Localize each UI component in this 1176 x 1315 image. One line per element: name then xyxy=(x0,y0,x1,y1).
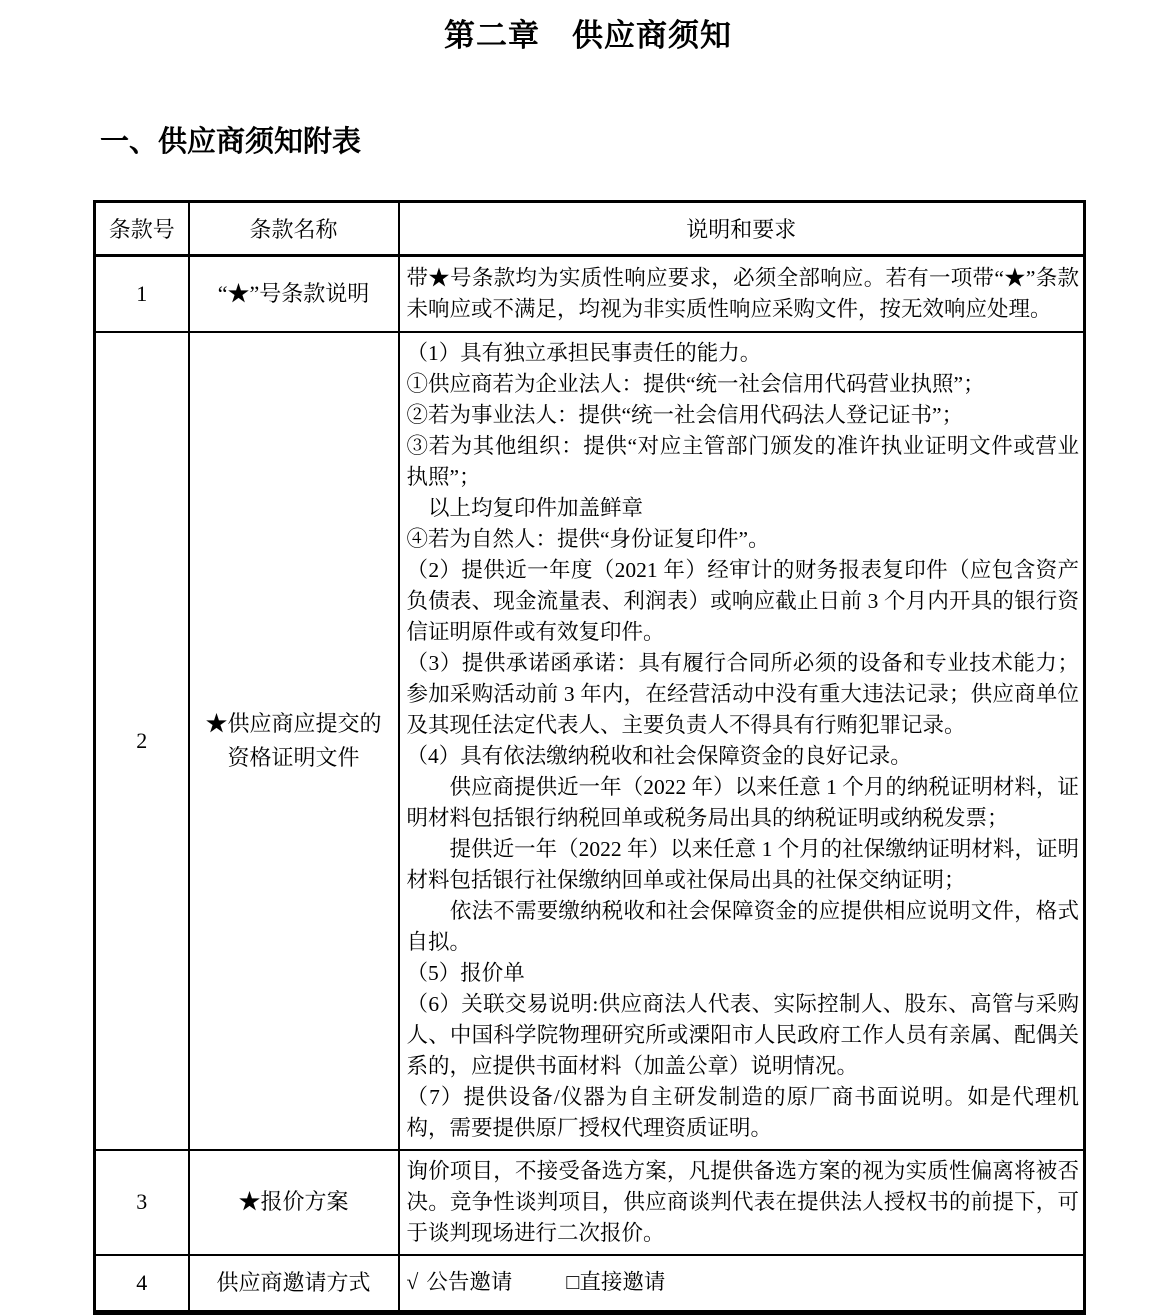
desc-paragraph: 询价项目，不接受备选方案，凡提供备选方案的视为实质性偏离将被否决。竞争性谈判项目，供应商谈判代表在提供法人授权书的前提下，可于谈判现场进行二次报价。 xyxy=(406,1158,1079,1245)
desc-paragraph: （1）具有独立承担民事责任的能力。 xyxy=(406,340,762,365)
table-row xyxy=(95,332,1085,1150)
table-row xyxy=(95,1255,1085,1313)
clause-number-cell: 1 xyxy=(95,256,189,332)
option-direct-invitation xyxy=(566,1267,665,1298)
invitation-method-cell xyxy=(399,1255,1085,1313)
desc-paragraph: （5）报价单 xyxy=(406,960,525,985)
desc-paragraph: （7）提供设备/仪器为自主研发制造的原厂商书面说明。如是代理机构，需要提供原厂授权代理资质证明。 xyxy=(406,1084,1079,1140)
invitation-options xyxy=(407,1267,1080,1298)
column-header-description: 说明和要求 xyxy=(399,202,1085,256)
table-header-row xyxy=(95,202,1085,256)
desc-paragraph: ①供应商若为企业法人：提供“统一社会信用代码营业执照”； xyxy=(406,371,985,396)
option-label: 公告邀请 xyxy=(426,1270,513,1295)
checkmark-icon: √ xyxy=(406,1270,419,1295)
option-public-announcement xyxy=(407,1267,513,1298)
desc-paragraph: （2）提供近一年度（2021 年）经审计的财务报表复印件（应包含资产负债表、现金流量表、利润表）或响应截止日前 3 个月内开具的银行资信证明原件或有效复印件。 xyxy=(406,557,1079,644)
column-header-clause-name: 条款名称 xyxy=(189,202,399,256)
desc-paragraph: （3）提供承诺函承诺：具有履行合同所必须的设备和专业技术能力；参加采购活动前 3 年内，在经营活动中没有重大违法记录；供应商单位及其现任法定代表人、主要负责人不得具有行贿犯罪记录。 xyxy=(406,650,1079,737)
table-row xyxy=(95,1150,1085,1255)
clause-desc-cell xyxy=(399,1150,1085,1255)
option-label: 直接邀请 xyxy=(579,1270,666,1295)
clause-name-cell: ★供应商应提交的资格证明文件 xyxy=(189,332,399,1150)
desc-paragraph: ③若为其他组织：提供“对应主管部门颁发的准许执业证明文件或营业执照”； xyxy=(406,433,1079,489)
clause-number-cell: 2 xyxy=(95,332,189,1150)
empty-checkbox-icon: □ xyxy=(566,1270,580,1295)
desc-paragraph: 提供近一年（2022 年）以来任意 1 个月的社保缴纳证明材料，证明材料包括银行社保缴纳回单或社保局出具的社保交纳证明； xyxy=(406,836,1079,892)
clause-number-cell: 3 xyxy=(95,1150,189,1255)
desc-paragraph: （4）具有依法缴纳税收和社会保障资金的良好记录。 xyxy=(406,743,912,768)
clause-desc-cell xyxy=(399,256,1085,332)
column-header-clause-no: 条款号 xyxy=(95,202,189,256)
desc-paragraph: 依法不需要缴纳税收和社会保障资金的应提供相应说明文件，格式自拟。 xyxy=(406,898,1079,954)
supplier-notice-table xyxy=(93,200,1086,1315)
desc-paragraph: 供应商提供近一年（2022 年）以来任意 1 个月的纳税证明材料，证明材料包括银行纳税回单或税务局出具的纳税证明或纳税发票； xyxy=(406,774,1079,830)
section-heading: 一、供应商须知附表 xyxy=(100,126,362,158)
clause-name-cell: ★报价方案 xyxy=(189,1150,399,1255)
desc-paragraph: ④若为自然人：提供“身份证复印件”。 xyxy=(406,526,770,551)
table-row xyxy=(95,256,1085,332)
clause-name-cell: 供应商邀请方式 xyxy=(189,1255,399,1313)
desc-paragraph: （6）关联交易说明:供应商法人代表、实际控制人、股东、高管与采购人、中国科学院物理研究所或溧阳市人民政府工作人员有亲属、配偶关系的，应提供书面材料（加盖公章）说明情况。 xyxy=(406,991,1079,1078)
clause-name-cell: “★”号条款说明 xyxy=(189,256,399,332)
clause-desc-cell xyxy=(399,332,1085,1150)
chapter-title: 第二章 供应商须知 xyxy=(444,18,732,53)
clause-number-cell: 4 xyxy=(95,1255,189,1313)
desc-paragraph: 带★号条款均为实质性响应要求，必须全部响应。若有一项带“★”条款未响应或不满足，均视为非实质性响应采购文件，按无效响应处理。 xyxy=(406,265,1079,321)
desc-paragraph: ②若为事业法人：提供“统一社会信用代码法人登记证书”； xyxy=(406,402,964,427)
desc-paragraph: 以上均复印件加盖鲜章 xyxy=(406,495,644,520)
